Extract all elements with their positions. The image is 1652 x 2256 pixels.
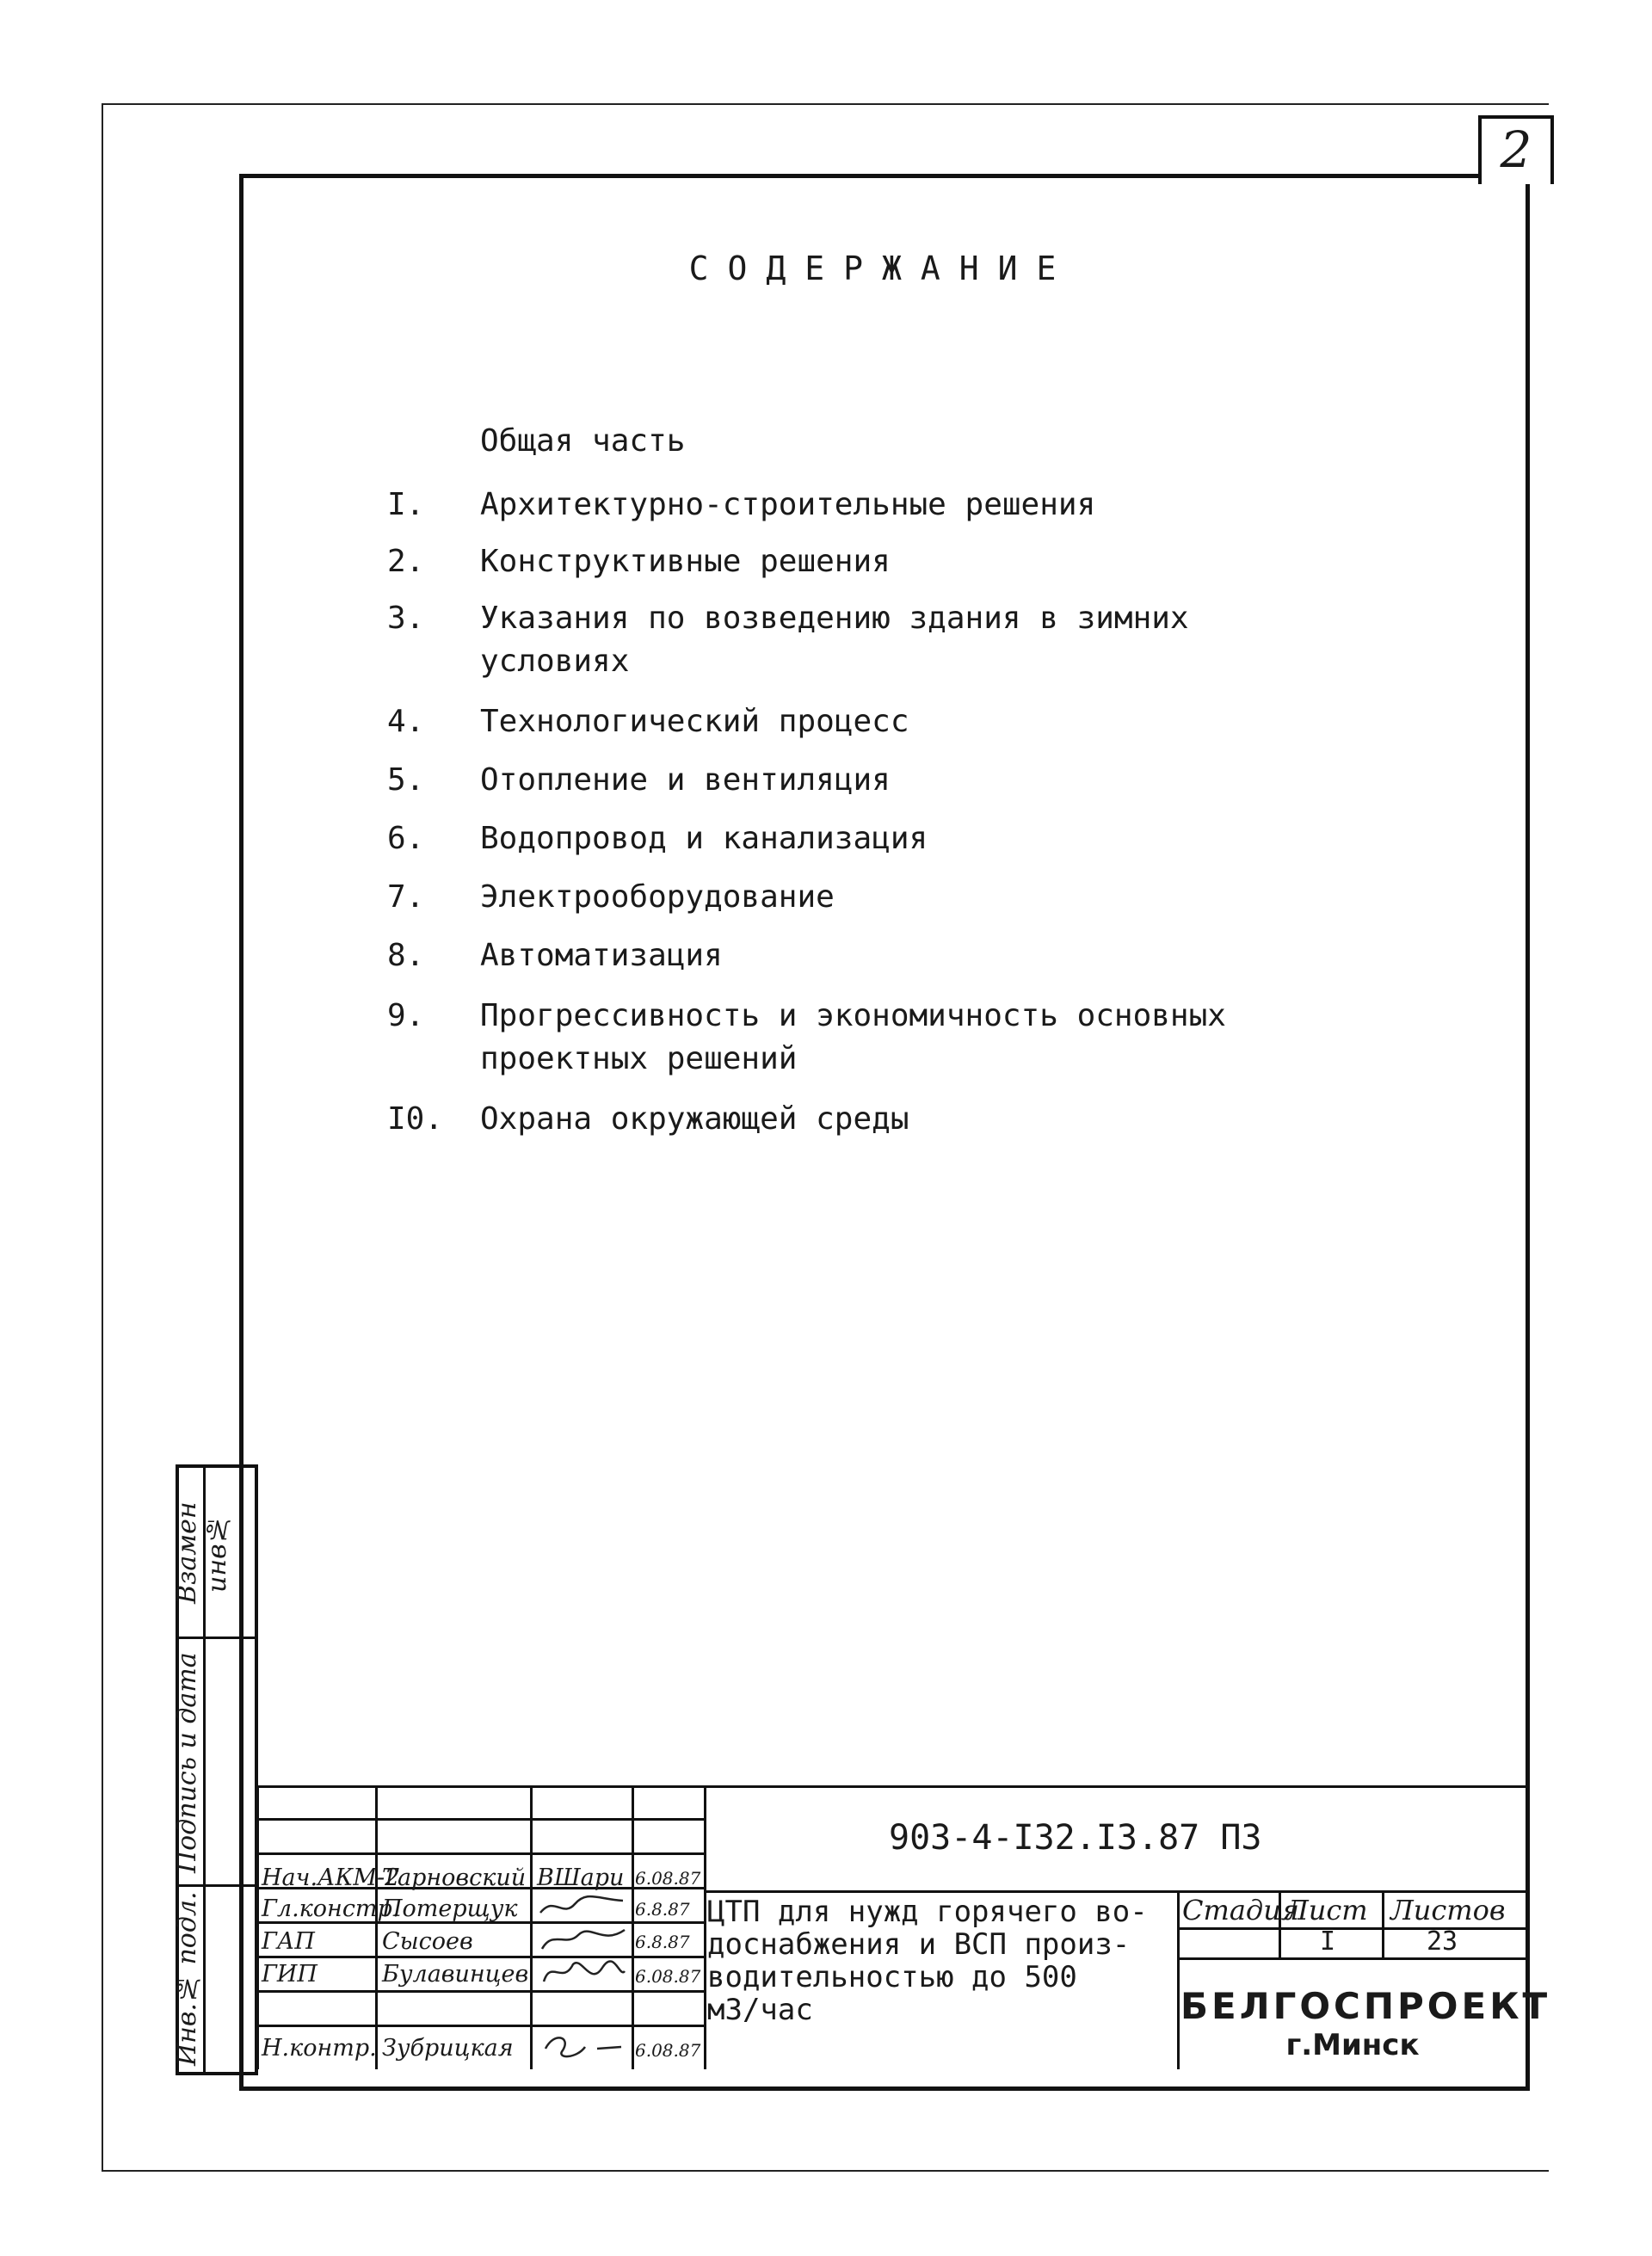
document-code: 903-4-I32.I3.87 ПЗ [889,1818,1262,1858]
side-strip-rule [176,1637,255,1639]
stamp-row-rule [256,2025,706,2027]
signature-scribble [537,1925,628,1954]
signature-scribble [537,2030,628,2064]
description-line: доснабжения и ВСП произ- [707,1927,1131,1962]
toc-item-text: Прогрессивность и экономичность основных [480,998,1226,1033]
toc-item-number: 9. [387,998,425,1033]
toc-item-number: 4. [387,704,425,739]
signature-name: Зубрицкая [382,2035,514,2062]
toc-item-text: Отопление и вентиляция [480,762,891,798]
stamp-col-rule [1382,1890,1384,1957]
organization-city: г.Минск [1285,2028,1420,2062]
stamp-row-rule [1177,1927,1526,1930]
signature-date: 6.08.87 [635,2040,701,2061]
sheets-value: 23 [1427,1926,1458,1957]
signature-name: Тарновский [382,1865,527,1891]
signature-date: 6.8.87 [635,1899,690,1920]
toc-item-text: Общая часть [480,423,686,459]
stamp-row-rule [256,1990,706,1993]
toc-item-text: Водопровод и канализация [480,821,928,856]
signature-role: Н.контр. [262,2035,377,2062]
toc-item-number: 3. [387,601,425,636]
signature-name: Потерщук [382,1895,518,1922]
toc-item-text: Архитектурно-строительные решения [480,487,1096,522]
stamp-row-rule [704,1890,1526,1893]
toc-item-text: Охрана окружающей среды [480,1101,909,1137]
signature-scribble [537,1956,628,1990]
page-title: СОДЕРЖАНИЕ [688,250,1076,287]
toc-item-number: 6. [387,821,425,856]
stamp-top-rule [256,1785,1526,1788]
signature-role: Нач.АКМ-2 [262,1865,400,1891]
signature-name: Сысоев [382,1928,473,1955]
signature-date: 6.08.87 [635,1868,701,1889]
toc-item-number: I. [387,487,425,522]
description-line: м3/час [707,1993,813,2027]
signature-scribble [537,1892,628,1921]
inv-number-label: Инв.№ подл. [172,1891,202,2067]
stamp-col-rule [1177,1890,1180,2069]
project-description [707,1895,1148,2026]
stage-label: Стадия [1182,1894,1299,1926]
toc-item-text: Технологический процесс [480,704,909,739]
toc-item-number: 7. [387,879,425,915]
toc-item-text: Указания по возведению здания в зимних [480,601,1189,636]
toc-item-text: Автоматизация [480,938,723,973]
organization-name: БЕЛГОСПРОЕКТ [1180,1985,1551,2027]
signature-role: Гл.констр. [262,1895,400,1922]
stamp-row-rule [256,1956,706,1958]
stamp-row-rule [256,1852,706,1855]
sign-date-label: Подпись и дата [172,1652,202,1874]
signature-name: Булавинцев [382,1961,529,1988]
toc-item-text: Конструктивные решения [480,544,891,579]
sheets-label: Листов [1390,1894,1506,1926]
toc-item-number: I0. [387,1101,444,1137]
description-line: ЦТП для нужд горячего во- [707,1895,1148,1929]
toc-item-number: 8. [387,938,425,973]
title-block [256,1785,1551,2069]
toc-item-text-continued: условиях [480,644,630,679]
signature-date: 6.8.87 [635,1932,690,1952]
signature-mark: ВШари [537,1865,625,1891]
signature-role: ГИП [262,1961,317,1988]
toc-item-number: 2. [387,544,425,579]
description-line: водительностью до 500 [707,1960,1077,1994]
stamp-row-rule [1177,1957,1526,1960]
side-strip-rule [176,1884,255,1887]
replace-inv-label: Взамен инв№ [172,1501,232,1605]
toc-item-text-continued: проектных решений [480,1041,798,1076]
sheet-value: I [1320,1926,1336,1957]
sheet-label: Лист [1285,1894,1368,1926]
signature-role: ГАП [262,1928,315,1955]
stamp-row-rule [256,1818,706,1821]
signature-date: 6.08.87 [635,1966,701,1987]
page-number: 2 [1500,120,1532,179]
toc-item-text: Электрооборудование [480,879,835,915]
toc-item-number: 5. [387,762,425,798]
